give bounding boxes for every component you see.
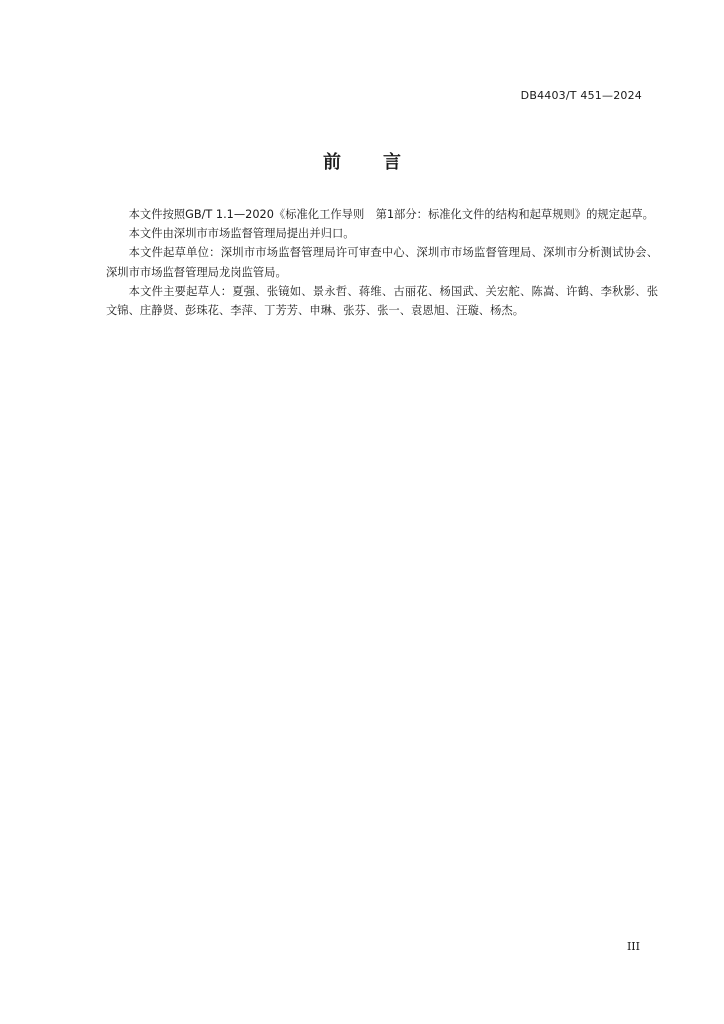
document-code: DB4403/T 451—2024 <box>520 89 642 102</box>
paragraph-drafters: 本文件主要起草人：夏强、张镜如、景永哲、蒋维、古丽花、杨国武、关宏舵、陈嵩、许鹤、李秋影、张文锦、庄静贤、彭珠花、李萍、丁芳芳、申琳、张芬、张一、袁恩旭、汪璇、杨杰。 <box>106 284 658 318</box>
page-title: 前言 <box>323 152 443 173</box>
page-number: III <box>626 940 640 953</box>
paragraph-proposer: 本文件由深圳市市场监督管理局提出并归口。 <box>128 227 355 241</box>
paragraph-drafting-basis: 本文件按照GB/T 1.1—2020《标准化工作导则 第1部分：标准化文件的结构和起草规则》的规定起草。 <box>128 208 654 221</box>
paragraph-drafting-units: 本文件起草单位：深圳市市场监督管理局许可审查中心、深圳市市场监督管理局、深圳市分析测试协会、深圳市市场监督管理局龙岗监管局。 <box>106 246 658 279</box>
foreword-body <box>106 205 658 320</box>
